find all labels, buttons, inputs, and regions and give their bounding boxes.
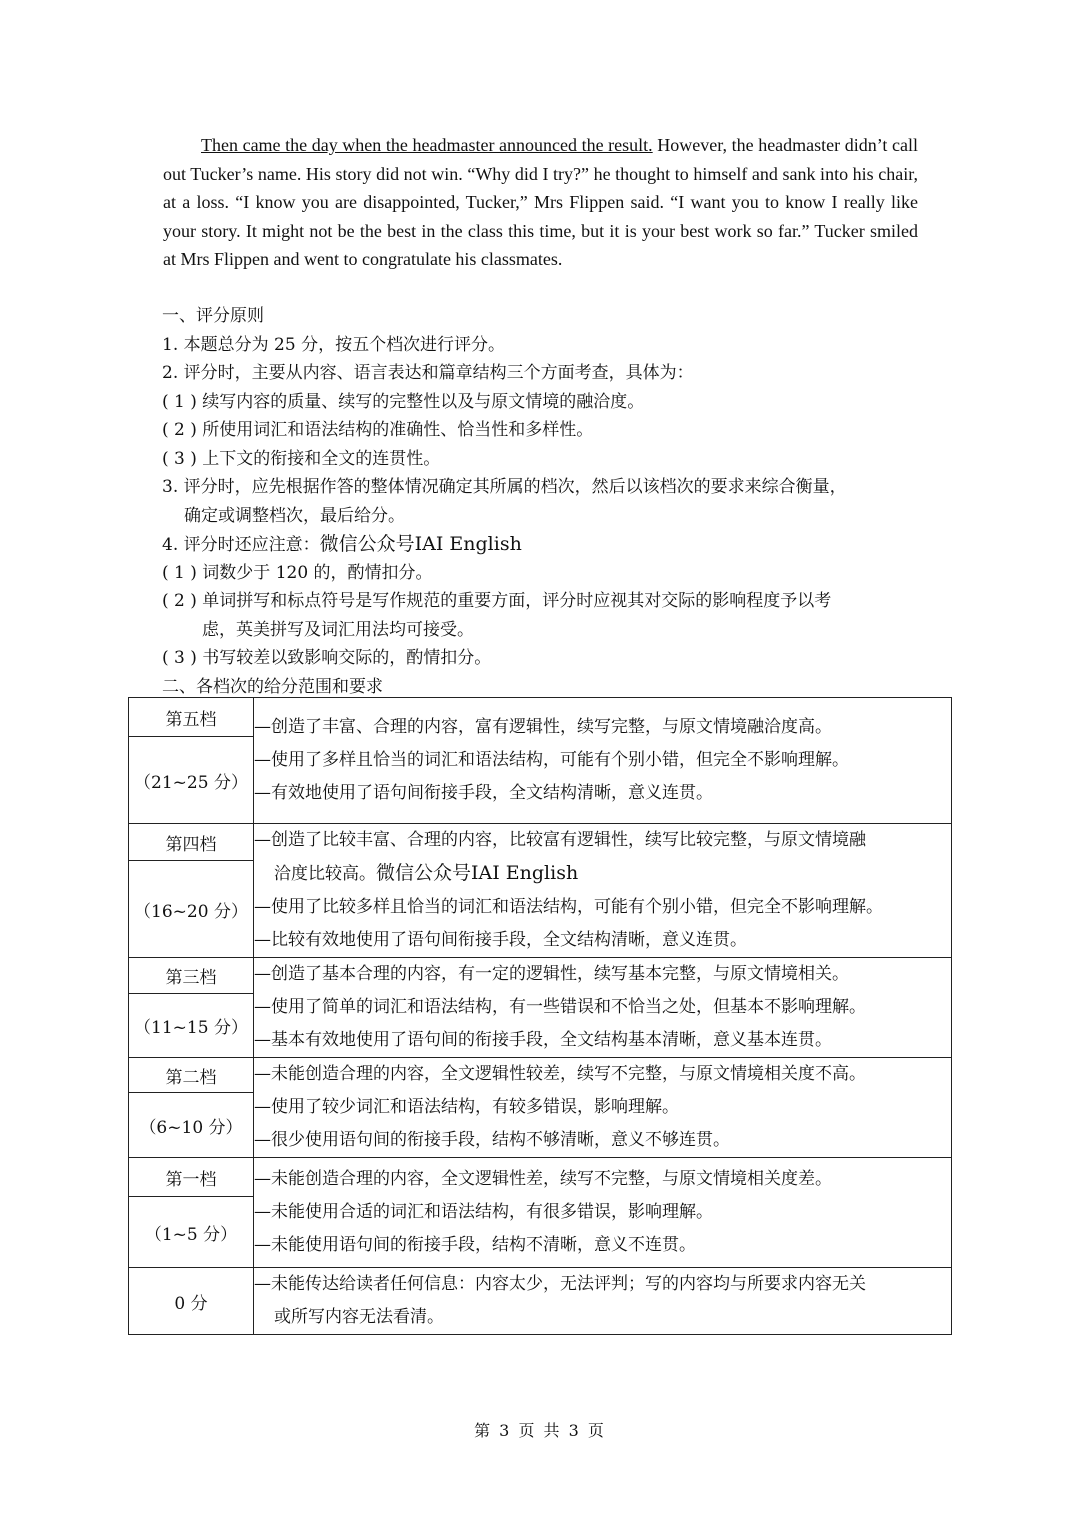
- note-item: ( 3 ) 书写较差以致影响交际的，酌情扣分。: [162, 648, 492, 668]
- band-line: —未能创造合理的内容，全文逻辑性差，续写不完整，与原文情境相关度差。: [254, 1169, 832, 1189]
- band-description: [254, 1158, 952, 1268]
- band-description: [254, 1058, 952, 1158]
- band-line: —有效地使用了语句间衔接手段，全文结构清晰，意义连贯。: [254, 783, 713, 803]
- principle-item: 3. 评分时，应先根据作答的整体情况确定其所属的档次，然后以该档次的要求来综合衡量，: [162, 477, 847, 497]
- band-line: —基本有效地使用了语句间的衔接手段，全文结构基本清晰，意义基本连贯。: [254, 1030, 832, 1050]
- band-line-continued: [254, 857, 951, 891]
- band-description: [254, 1268, 952, 1335]
- section-heading-bands: 二、各档次的给分范围和要求: [162, 676, 383, 697]
- table-row: [129, 1268, 952, 1335]
- band-level: 第三档: [129, 958, 254, 994]
- band-line: —创造了丰富、合理的内容，富有逻辑性，续写完整，与原文情境融洽度高。: [254, 717, 832, 737]
- scoring-bands-table: [128, 697, 952, 1335]
- band-description: [254, 824, 952, 958]
- watermark-text: 微信公众号IAI English: [319, 533, 522, 555]
- watermark-text: 微信公众号IAI English: [376, 862, 579, 884]
- note-item: ( 1 ) 词数少于 120 的，酌情扣分。: [162, 562, 433, 583]
- story-passage: [163, 131, 918, 274]
- band-line-text: 洽度比较高。: [274, 864, 376, 884]
- principle-subitem: ( 2 ) 所使用词汇和语法结构的准确性、恰当性和多样性。: [162, 420, 594, 440]
- band-level: 0 分: [129, 1268, 254, 1335]
- passage-text: However, the headmaster didn’t call out Tucker’s name. His story did not win. “Why did I try?” he thought to himself and sank into his chair, at a loss. “I know you are disappointed, Tucker,” Mrs Flippen said. “I want you to know I really like your story. It might not be the best in the class this time, but it is your best work so far.” Tucker smiled at Mrs Flippen and went to congratulate his classmates.: [163, 135, 918, 269]
- principle-item: [162, 530, 932, 559]
- table-row: [129, 824, 952, 861]
- principle-item: 1. 本题总分为 25 分，按五个档次进行评分。: [162, 334, 506, 355]
- table-row: [129, 1058, 952, 1093]
- band-range: （1~5 分）: [129, 1197, 254, 1268]
- principle-item: 2. 评分时，主要从内容、语言表达和篇章结构三个方面考查，具体为：: [162, 363, 694, 383]
- band-line: —使用了较少词汇和语法结构，有较多错误，影响理解。: [254, 1097, 679, 1117]
- table-row: [129, 698, 952, 737]
- band-line-continued: 或所写内容无法看清。: [274, 1307, 444, 1327]
- band-description: [254, 698, 952, 824]
- band-line: —未能使用合适的词汇和语法结构，有很多错误，影响理解。: [254, 1202, 713, 1222]
- band-range: （6~10 分）: [129, 1093, 254, 1158]
- band-line: —很少使用语句间的衔接手段，结构不够清晰，意义不够连贯。: [254, 1130, 730, 1150]
- band-level: 第一档: [129, 1158, 254, 1197]
- band-description: [254, 958, 952, 1058]
- band-line: —使用了简单的词汇和语法结构，有一些错误和不恰当之处，但基本不影响理解。: [254, 997, 866, 1017]
- table-row: [129, 958, 952, 994]
- band-line: —未能创造合理的内容，全文逻辑性较差，续写不完整，与原文情境相关度不高。: [254, 1064, 866, 1084]
- principle-subitem: ( 1 ) 续写内容的质量、续写的完整性以及与原文情境的融洽度。: [162, 391, 645, 412]
- band-line: —创造了比较丰富、合理的内容，比较富有逻辑性，续写比较完整，与原文情境融: [254, 830, 866, 850]
- band-range: （16~20 分）: [129, 861, 254, 958]
- band-line: —创造了基本合理的内容，有一定的逻辑性，续写基本完整，与原文情境相关。: [254, 964, 849, 984]
- principle-subitem: ( 3 ) 上下文的衔接和全文的连贯性。: [162, 448, 441, 469]
- principle-item-continued: 确定或调整档次，最后给分。: [184, 505, 405, 526]
- page-number: 第 3 页 共 3 页: [474, 1421, 606, 1440]
- scoring-principles: [162, 302, 932, 701]
- band-range: （11~15 分）: [129, 993, 254, 1057]
- band-level: 第四档: [129, 824, 254, 861]
- underlined-sentence: Then came the day when the headmaster announced the result.: [201, 135, 653, 155]
- band-level: 第二档: [129, 1058, 254, 1093]
- band-range: （21~25 分）: [129, 737, 254, 824]
- note-item: ( 2 ) 单词拼写和标点符号是写作规范的重要方面，评分时应视其对交际的影响程度予以考: [162, 591, 832, 611]
- band-line: —未能使用语句间的衔接手段，结构不清晰，意义不连贯。: [254, 1235, 696, 1255]
- band-line: —使用了比较多样且恰当的词汇和语法结构，可能有个别小错，但完全不影响理解。: [254, 897, 883, 917]
- section-heading-principles: 一、评分原则: [162, 306, 264, 326]
- band-line: —比较有效地使用了语句间衔接手段，全文结构清晰，意义连贯。: [254, 930, 747, 950]
- band-line: —未能传达给读者任何信息：内容太少，无法评判；写的内容均与所要求内容无关: [254, 1274, 866, 1294]
- table-row: [129, 1158, 952, 1197]
- band-line: —使用了多样且恰当的词汇和语法结构，可能有个别小错，但完全不影响理解。: [254, 750, 849, 770]
- band-level: 第五档: [129, 698, 254, 737]
- note-item-continued: 虑，英美拼写及词汇用法均可接受。: [202, 619, 474, 640]
- principle-item-text: 4. 评分时还应注意：: [162, 535, 320, 555]
